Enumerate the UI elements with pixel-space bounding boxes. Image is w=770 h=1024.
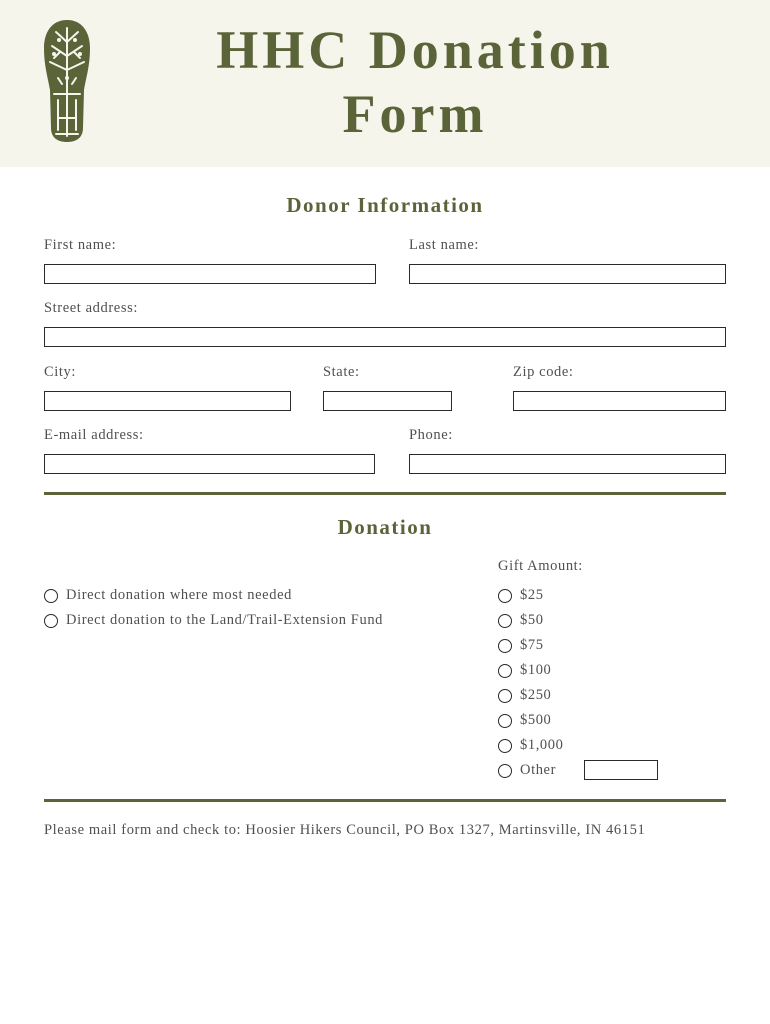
amount-label: Other (520, 762, 557, 778)
first-name-input[interactable] (44, 264, 376, 284)
email-label: E-mail address: (44, 427, 144, 443)
amount-label: $500 (520, 712, 552, 728)
amount-1000[interactable] (498, 737, 563, 754)
amount-250[interactable] (498, 687, 551, 704)
city-label: City: (44, 364, 77, 380)
option-label: Direct donation where most needed (66, 587, 292, 603)
amount-50[interactable] (498, 612, 544, 629)
radio-button[interactable] (498, 689, 512, 703)
radio-button[interactable] (498, 714, 512, 728)
page-header (0, 0, 770, 167)
amount-label: $100 (520, 662, 552, 678)
option-most-needed[interactable] (44, 587, 292, 604)
radio-button[interactable] (498, 664, 512, 678)
other-amount-input[interactable] (584, 760, 658, 780)
amount-label: $1,000 (520, 737, 564, 753)
radio-button[interactable] (498, 614, 512, 628)
donor-information-heading: Donor Information (286, 193, 484, 217)
mailing-instructions: Please mail form and check to: Hoosier Hikers Council, PO Box 1327, Martinsville, IN 46151 (44, 822, 646, 838)
boot-print-tree-logo (42, 18, 92, 144)
amount-label: $50 (520, 612, 544, 628)
amount-label: $25 (520, 587, 544, 603)
email-input[interactable] (44, 454, 375, 474)
amount-75[interactable] (498, 637, 544, 654)
amount-label: $75 (520, 637, 544, 653)
option-label: Direct donation to the Land/Trail-Extension Fund (66, 612, 384, 628)
section-divider (44, 799, 726, 802)
amount-500[interactable] (498, 712, 551, 729)
street-address-input[interactable] (44, 327, 726, 347)
last-name-input[interactable] (409, 264, 726, 284)
option-land-trail-fund[interactable] (44, 612, 383, 629)
amount-25[interactable] (498, 587, 544, 604)
radio-button[interactable] (498, 764, 512, 778)
section-divider (44, 492, 726, 495)
radio-button[interactable] (498, 639, 512, 653)
amount-other[interactable] (498, 762, 556, 779)
phone-label: Phone: (409, 427, 453, 443)
page-title: HHC Donation Form (216, 20, 614, 144)
state-input[interactable] (323, 391, 452, 411)
first-name-label: First name: (44, 237, 117, 253)
street-address-label: Street address: (44, 300, 138, 316)
gift-amount-label: Gift Amount: (498, 558, 583, 574)
amount-100[interactable] (498, 662, 551, 679)
state-label: State: (323, 364, 360, 380)
last-name-label: Last name: (409, 237, 480, 253)
radio-button[interactable] (44, 589, 58, 603)
phone-input[interactable] (409, 454, 726, 474)
radio-button[interactable] (498, 739, 512, 753)
zip-code-label: Zip code: (513, 364, 574, 380)
radio-button[interactable] (44, 614, 58, 628)
radio-button[interactable] (498, 589, 512, 603)
amount-label: $250 (520, 687, 552, 703)
city-input[interactable] (44, 391, 291, 411)
donation-heading: Donation (337, 515, 433, 539)
zip-code-input[interactable] (513, 391, 726, 411)
